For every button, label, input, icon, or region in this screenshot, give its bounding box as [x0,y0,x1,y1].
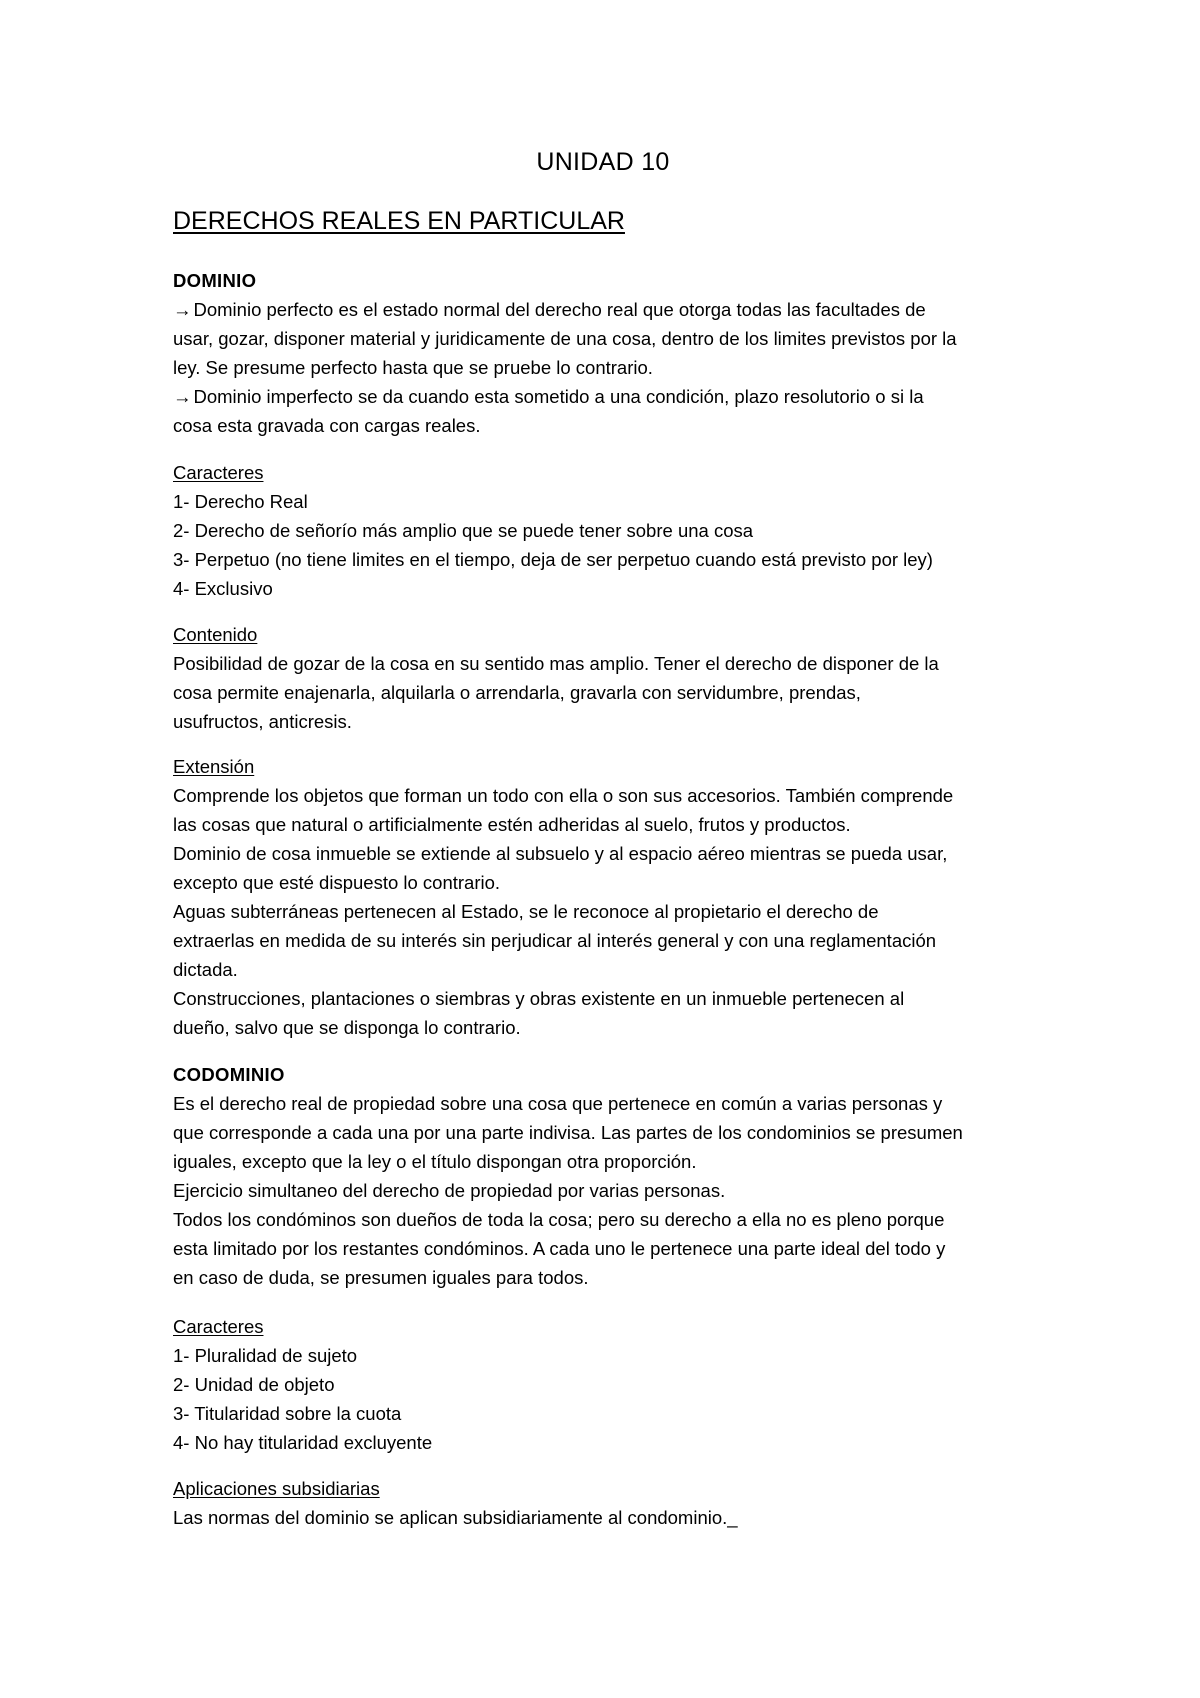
subheading-caracteres: Caracteres [173,462,264,483]
list-item: 1- Derecho Real [173,491,308,512]
paragraph-line: Construcciones, plantaciones o siembras y obras existente en un inmueble pertenecen al [173,988,905,1009]
paragraph-line: extraerlas en medida de su interés sin perjudicar al interés general y con una reglamentación [173,930,937,951]
paragraph-line: Posibilidad de gozar de la cosa en su sentido mas amplio. Tener el derecho de disponer de la [173,653,939,674]
paragraph-line: ley. Se presume perfecto hasta que se pruebe lo contrario. [173,357,653,378]
paragraph-line: usar, gozar, disponer material y juridicamente de una cosa, dentro de los limites previstos por la [173,328,957,349]
list-item: 3- Titularidad sobre la cuota [173,1403,402,1424]
section-heading-codominio: CODOMINIO [173,1064,285,1085]
paragraph-line: Todos los condóminos son dueños de toda la cosa; pero su derecho a ella no es pleno porque [173,1209,945,1230]
list-item: 4- No hay titularidad excluyente [173,1432,433,1453]
paragraph-line: las cosas que natural o artificialmente estén adheridas al suelo, frutos y productos. [173,814,851,835]
main-title: DERECHOS REALES EN PARTICULAR [173,207,625,235]
section-caracteres-codominio [173,1312,1053,1457]
paragraph-line: dictada. [173,959,238,980]
list-item: 3- Perpetuo (no tiene limites en el tiempo, deja de ser perpetuo cuando está previsto por ley) [173,549,933,570]
paragraph-line: excepto que esté dispuesto lo contrario. [173,872,501,893]
section-heading-dominio: DOMINIO [173,270,257,291]
paragraph-line: esta limitado por los restantes condóminos. A cada uno le pertenece una parte ideal del todo y [173,1238,946,1259]
list-item: 1- Pluralidad de sujeto [173,1345,358,1366]
subheading-caracteres: Caracteres [173,1316,264,1337]
list-item: 4- Exclusivo [173,578,273,599]
section-caracteres-dominio [173,458,1053,603]
list-item: 2- Derecho de señorío más amplio que se puede tener sobre una cosa [173,520,754,541]
subheading-contenido: Contenido [173,624,258,645]
paragraph-line: Dominio de cosa inmueble se extiende al subsuelo y al espacio aéreo mientras se pueda usar, [173,843,948,864]
list-item: 2- Unidad de objeto [173,1374,335,1395]
paragraph-line: Comprende los objetos que forman un todo con ella o son sus accesorios. También comprende [173,785,954,806]
paragraph-line: Aguas subterráneas pertenecen al Estado, se le reconoce al propietario el derecho de [173,901,879,922]
paragraph-line: Es el derecho real de propiedad sobre una cosa que pertenece en común a varias personas y [173,1093,943,1114]
paragraph-line: → Dominio imperfecto se da cuando esta sometido a una condición, plazo resolutorio o si la [173,386,924,407]
section-extension [173,752,1053,1042]
paragraph-line: cosa esta gravada con cargas reales. [173,415,481,436]
subheading-extension: Extensión [173,756,255,777]
paragraph-line: usufructos, anticresis. [173,711,352,732]
paragraph-line: en caso de duda, se presumen iguales para todos. [173,1267,589,1288]
paragraph-line: dueño, salvo que se disponga lo contrario. [173,1017,521,1038]
paragraph-line: que corresponde a cada una por una parte indivisa. Las partes de los condominios se presumen [173,1122,963,1143]
paragraph-line: Las normas del dominio se aplican subsidiariamente al condominio._ [173,1507,738,1528]
arrow-icon: → [173,299,192,320]
paragraph-line: cosa permite enajenarla, alquilarla o arrendarla, gravarla con servidumbre, prendas, [173,682,861,703]
subheading-aplicaciones: Aplicaciones subsidiarias [173,1478,380,1499]
paragraph-line: → Dominio perfecto es el estado normal del derecho real que otorga todas las facultades de [173,299,926,320]
unit-title: UNIDAD 10 [536,148,670,176]
paragraph-line: iguales, excepto que la ley o el título dispongan otra proporción. [173,1151,697,1172]
section-contenido [173,620,1053,736]
paragraph-line: Ejercicio simultaneo del derecho de propiedad por varias personas. [173,1180,726,1201]
arrow-icon: → [173,386,192,407]
section-aplicaciones [173,1474,1053,1532]
section-dominio [173,266,1053,440]
section-codominio [173,1060,1053,1292]
